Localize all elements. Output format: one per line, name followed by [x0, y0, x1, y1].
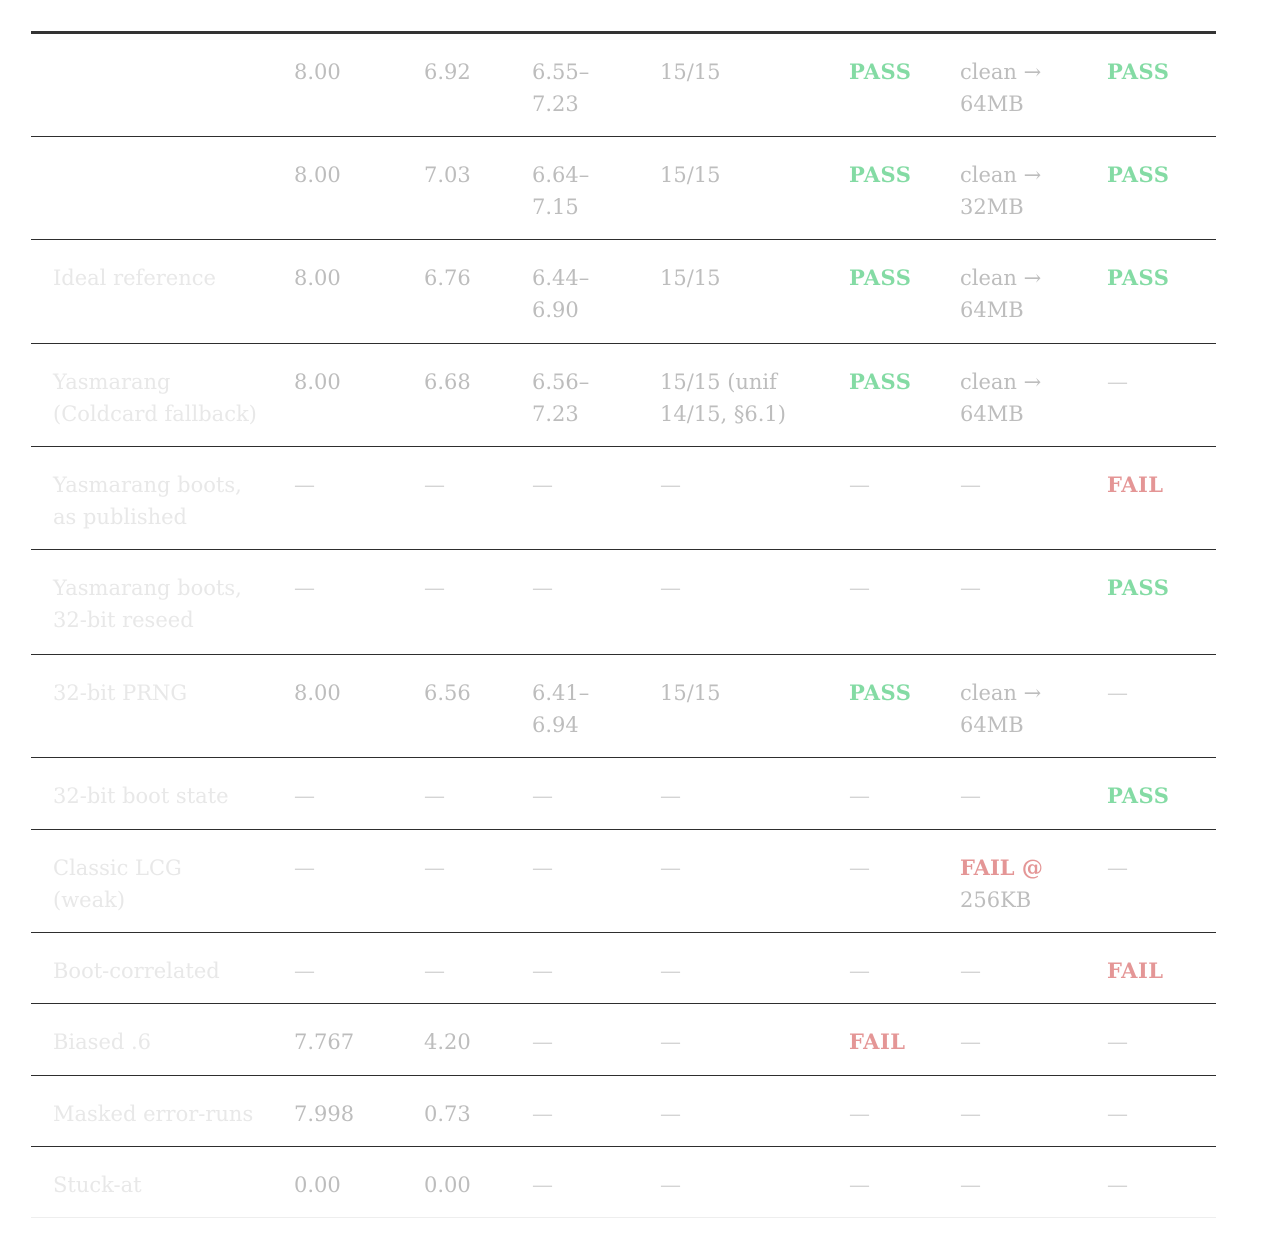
- generator-name: Ideal reference: [53, 266, 216, 290]
- tests-passed-value: 15/15: [660, 163, 721, 187]
- entropy-value: —: [294, 576, 315, 600]
- status-badge: PASS: [849, 162, 912, 187]
- range-value: —: [532, 959, 553, 983]
- boot-status-badge: PASS: [1107, 783, 1170, 808]
- table-row: [31, 1147, 1216, 1218]
- status-value: —: [849, 1173, 870, 1197]
- min-entropy-value: 6.76: [424, 266, 471, 290]
- boot-status-value: —: [1107, 681, 1128, 705]
- table-row: [31, 344, 1216, 447]
- table-row: [31, 137, 1216, 240]
- entropy-value: 0.00: [294, 1173, 341, 1197]
- table-row: [31, 655, 1216, 758]
- entropy-value: —: [294, 473, 315, 497]
- min-entropy-value: —: [424, 576, 445, 600]
- table-row: [31, 447, 1216, 550]
- entropy-value: —: [294, 856, 315, 880]
- tests-passed-value: —: [660, 784, 681, 808]
- table-row: [31, 1004, 1216, 1076]
- stress-result: —: [960, 1173, 981, 1197]
- entropy-value: 7.998: [294, 1102, 355, 1126]
- table-row: [31, 34, 1216, 137]
- range-value: —: [532, 784, 553, 808]
- boot-status-badge: FAIL: [1107, 958, 1164, 983]
- min-entropy-value: 6.92: [424, 60, 471, 84]
- min-entropy-value: 0.73: [424, 1102, 471, 1126]
- table-row: [31, 758, 1216, 830]
- tests-passed-value: 15/15: [660, 681, 721, 705]
- range-value: 6.55– 7.23: [532, 60, 590, 116]
- tests-passed-value: —: [660, 1173, 681, 1197]
- status-badge: FAIL: [849, 1029, 906, 1054]
- tests-passed-value: —: [660, 473, 681, 497]
- status-badge: PASS: [849, 265, 912, 290]
- tests-passed-value: 15/15 (unif 14/15, §6.1): [660, 370, 786, 426]
- min-entropy-value: —: [424, 856, 445, 880]
- status-badge: PASS: [849, 369, 912, 394]
- status-badge: PASS: [849, 680, 912, 705]
- tests-passed-value: —: [660, 959, 681, 983]
- boot-status-badge: PASS: [1107, 265, 1170, 290]
- generator-name: Biased .6: [53, 1030, 152, 1054]
- min-entropy-value: 6.68: [424, 370, 471, 394]
- min-entropy-value: —: [424, 959, 445, 983]
- stress-result: FAIL @ 256KB: [960, 855, 1043, 912]
- range-value: 6.64– 7.15: [532, 163, 590, 219]
- generator-name: 32-bit boot state: [53, 784, 229, 808]
- generator-name: Stuck-at: [53, 1173, 142, 1197]
- status-badge: PASS: [849, 59, 912, 84]
- table-row: [31, 830, 1216, 933]
- generator-name: Classic LCG (weak): [53, 856, 182, 912]
- min-entropy-value: —: [424, 784, 445, 808]
- table-row: [31, 933, 1216, 1004]
- range-value: —: [532, 473, 553, 497]
- entropy-value: 7.767: [294, 1030, 355, 1054]
- range-value: 6.56– 7.23: [532, 370, 590, 426]
- boot-status-value: —: [1107, 1030, 1128, 1054]
- range-value: 6.44– 6.90: [532, 266, 590, 322]
- generator-name: Yasmarang boots, 32-bit reseed: [53, 576, 242, 632]
- stress-result: clean → 64MB: [960, 681, 1042, 737]
- entropy-value: 8.00: [294, 60, 341, 84]
- range-value: —: [532, 1102, 553, 1126]
- min-entropy-value: 6.56: [424, 681, 471, 705]
- boot-status-badge: FAIL: [1107, 472, 1164, 497]
- entropy-value: 8.00: [294, 163, 341, 187]
- tests-passed-value: —: [660, 1030, 681, 1054]
- tests-passed-value: 15/15: [660, 60, 721, 84]
- stress-result: —: [960, 784, 981, 808]
- tests-passed-value: 15/15: [660, 266, 721, 290]
- generator-name: 32-bit PRNG: [53, 681, 188, 705]
- stress-result: —: [960, 1102, 981, 1126]
- tests-passed-value: —: [660, 576, 681, 600]
- generator-name: Boot-correlated: [53, 959, 220, 983]
- min-entropy-value: 0.00: [424, 1173, 471, 1197]
- status-value: —: [849, 473, 870, 497]
- generator-name: Masked error-runs: [53, 1102, 254, 1126]
- stress-result: —: [960, 959, 981, 983]
- entropy-value: —: [294, 959, 315, 983]
- status-value: —: [849, 576, 870, 600]
- min-entropy-value: —: [424, 473, 445, 497]
- min-entropy-value: 7.03: [424, 163, 471, 187]
- stress-result: clean → 64MB: [960, 266, 1042, 322]
- min-entropy-value: 4.20: [424, 1030, 471, 1054]
- stress-result: —: [960, 576, 981, 600]
- stress-result: —: [960, 473, 981, 497]
- status-value: —: [849, 784, 870, 808]
- stress-result: clean → 64MB: [960, 370, 1042, 426]
- boot-status-badge: PASS: [1107, 59, 1170, 84]
- stress-result: clean → 64MB: [960, 60, 1042, 116]
- boot-status-value: —: [1107, 370, 1128, 394]
- stress-result: clean → 32MB: [960, 163, 1042, 219]
- boot-status-value: —: [1107, 1173, 1128, 1197]
- status-value: —: [849, 959, 870, 983]
- stress-fail-label: FAIL @: [960, 855, 1043, 880]
- table-row: [31, 240, 1216, 344]
- status-value: —: [849, 856, 870, 880]
- boot-status-value: —: [1107, 856, 1128, 880]
- boot-status-badge: PASS: [1107, 162, 1170, 187]
- range-value: —: [532, 856, 553, 880]
- tests-passed-value: —: [660, 1102, 681, 1126]
- boot-status-badge: PASS: [1107, 575, 1170, 600]
- range-value: —: [532, 1173, 553, 1197]
- generator-name: Yasmarang boots, as published: [53, 473, 242, 529]
- entropy-value: 8.00: [294, 266, 341, 290]
- stress-result: —: [960, 1030, 981, 1054]
- table-row: [31, 550, 1216, 655]
- generator-name: Yasmarang (Coldcard fallback): [53, 370, 257, 426]
- range-value: 6.41– 6.94: [532, 681, 590, 737]
- entropy-value: 8.00: [294, 370, 341, 394]
- range-value: —: [532, 1030, 553, 1054]
- boot-status-value: —: [1107, 1102, 1128, 1126]
- tests-passed-value: —: [660, 856, 681, 880]
- range-value: —: [532, 576, 553, 600]
- results-table: [31, 31, 1216, 1218]
- status-value: —: [849, 1102, 870, 1126]
- entropy-value: 8.00: [294, 681, 341, 705]
- table-row: [31, 1076, 1216, 1147]
- entropy-value: —: [294, 784, 315, 808]
